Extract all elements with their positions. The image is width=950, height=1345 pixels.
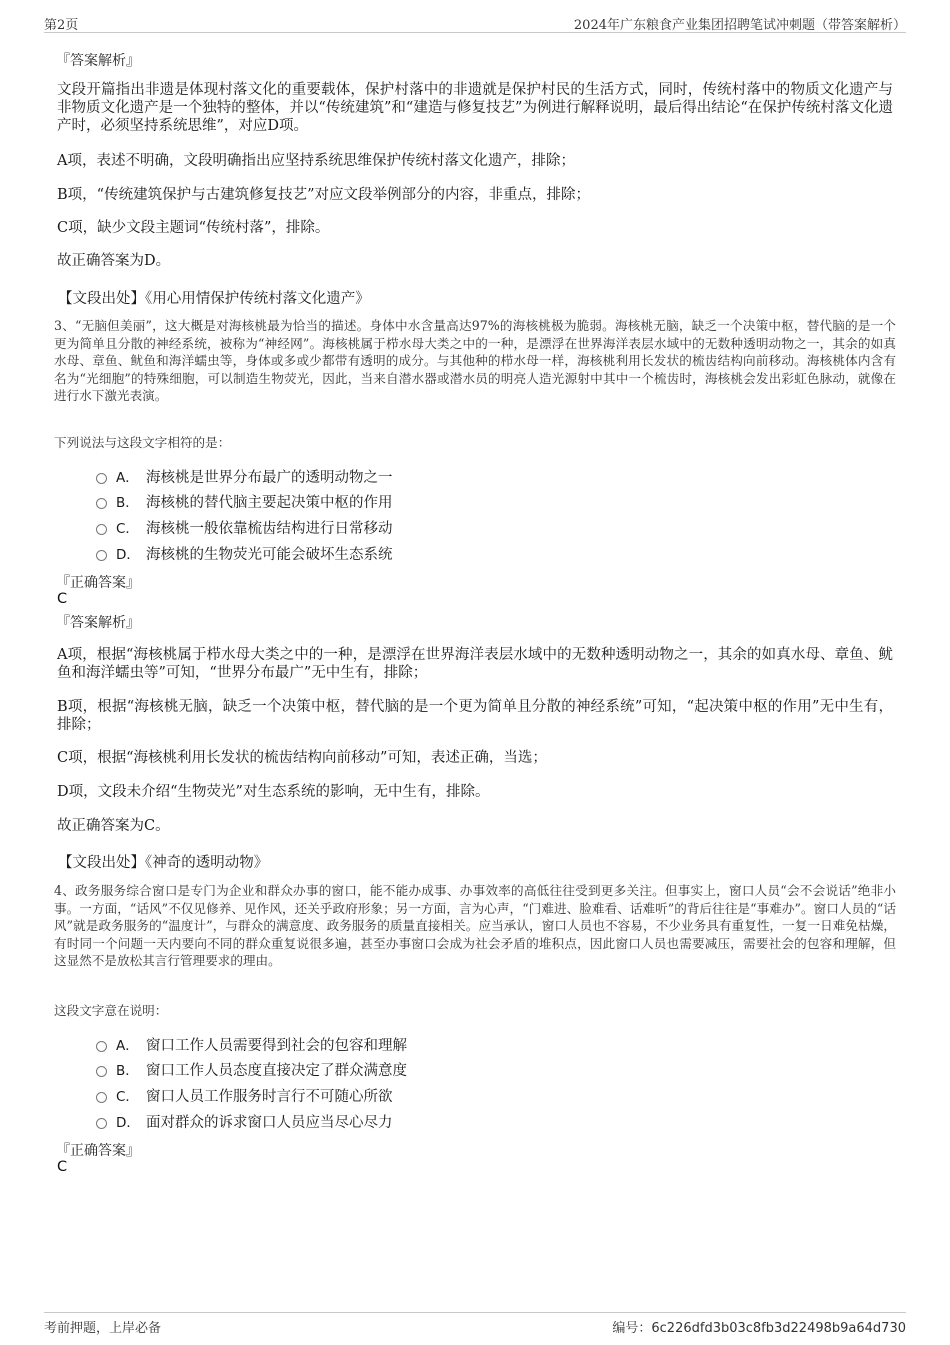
q4-option-c[interactable] (96, 1084, 393, 1106)
option-text: 海核桃一般依靠梳齿结构进行日常移动 (146, 520, 393, 537)
q3-option-a[interactable] (96, 465, 393, 487)
q4-option-d[interactable] (96, 1110, 393, 1132)
option-letter: C． (116, 1089, 139, 1105)
option-text: 海核桃是世界分布最广的透明动物之一 (146, 469, 393, 486)
footer-slogan: 考前押题，上岸必备 (44, 1321, 162, 1336)
option-text: 面对群众的诉求窗口人员应当尽心尽力 (146, 1114, 393, 1131)
page-number: 第2页 (44, 18, 79, 33)
q3-analysis-option-d: D项，文段未介绍“生物荧光”对生态系统的影响，无中生有，排除。 (57, 784, 490, 800)
q4-stem: 4、政务服务综合窗口是专门为企业和群众办事的窗口，能不能办成事、办事效率的高低往往受到更多关注。但事实上，窗口人员“会不会说话”绝非小事。一方面，“话风”不仅见修养、见作风，还关乎政府形象；另一方面，言为心声，“门难进、脸难看、话难听”的背后往往是“事难办”。窗口人员的“话风”就是政务服务的“温度计”，与群众的满意度、政务服务的质量直接相关。应当承认，窗口人员也不容易，不少业务具有重复性，一复一日难免枯燥，有时同一个问题一天内要向不同的群众重复说很多遍，甚至办事窗口会成为社会矛盾的堆积点，因此窗口人员也需要减压，需要社会的包容和理解，但这显然不是放松其言行管理要求的理由。 (54, 883, 896, 969)
q4-answer: C (57, 1159, 68, 1175)
radio-icon[interactable] (96, 498, 107, 509)
radio-icon[interactable] (96, 1118, 107, 1129)
q3-analysis-option-c: C项，根据“海核桃利用长发状的梳齿结构向前移动”可知，表述正确，当选； (57, 750, 547, 766)
option-letter: B． (116, 1063, 139, 1079)
q2-source: 【文段出处】《用心用情保护传统村落文化遗产》 (58, 291, 370, 307)
option-text: 窗口工作人员态度直接决定了群众满意度 (146, 1062, 407, 1079)
q3-conclusion: 故正确答案为C。 (57, 818, 170, 834)
document-code (612, 1317, 906, 1336)
q3-analysis-option-b: B项，根据“海核桃无脑，缺乏一个决策中枢，替代脑的是一个更为简单且分散的神经系统”可知，“起决策中枢的作用”无中生有，排除； (57, 699, 893, 733)
q4-option-b[interactable] (96, 1058, 407, 1080)
radio-icon[interactable] (96, 473, 107, 484)
page-header (44, 12, 906, 33)
option-letter: A． (116, 1038, 139, 1054)
q4-prompt: 这段文字意在说明： (54, 1003, 168, 1018)
q3-option-b[interactable] (96, 490, 393, 512)
q4-answer-label: 『正确答案』 (56, 1143, 140, 1159)
document-title: 2024年广东粮食产业集团招聘笔试冲刺题（带答案解析） (573, 18, 906, 33)
q3-source: 【文段出处】《神奇的透明动物》 (58, 855, 269, 871)
option-text: 窗口人员工作服务时言行不可随心所欲 (146, 1088, 393, 1105)
q4-option-a[interactable] (96, 1033, 407, 1055)
q2-conclusion: 故正确答案为D。 (57, 253, 171, 269)
option-letter: C． (116, 521, 139, 537)
radio-icon[interactable] (96, 1066, 107, 1077)
option-text: 窗口工作人员需要得到社会的包容和理解 (146, 1037, 407, 1054)
q2-analysis-option-c: C项，缺少文段主题词“传统村落”，排除。 (57, 220, 330, 236)
radio-icon[interactable] (96, 1041, 107, 1052)
option-letter: D． (116, 1115, 140, 1131)
q3-answer-label: 『正确答案』 (56, 575, 140, 591)
radio-icon[interactable] (96, 550, 107, 561)
radio-icon[interactable] (96, 1092, 107, 1103)
q2-analysis-option-b: B项，“传统建筑保护与古建筑修复技艺”对应文段举例部分的内容，非重点，排除； (57, 187, 590, 203)
option-text: 海核桃的替代脑主要起决策中枢的作用 (146, 494, 393, 511)
option-text: 海核桃的生物荧光可能会破坏生态系统 (146, 546, 393, 563)
q3-prompt: 下列说法与这段文字相符的是： (54, 435, 231, 450)
option-letter: B． (116, 495, 139, 511)
q3-option-c[interactable] (96, 516, 393, 538)
q3-option-d[interactable] (96, 542, 393, 564)
page-footer (44, 1312, 906, 1335)
q2-analysis-label: 『答案解析』 (56, 53, 140, 69)
q3-analysis-label: 『答案解析』 (56, 615, 140, 631)
document-code-value: 6c226dfd3b03c8fb3d22498b9a64d730 (651, 1321, 906, 1336)
q2-analysis-paragraph: 文段开篇指出非遗是体现村落文化的重要载体，保护村落中的非遗就是保护村民的生活方式，同时，传统村落中的物质文化遗产与非物质文化遗产是一个独特的整体，并以“传统建筑”和“建造与修复技艺”为例进行解释说明，最后得出结论“在保护传统村落文化遗产时，必须坚持系统思维”，对应D项。 (57, 82, 893, 134)
q3-analysis-option-a: A项，根据“海核桃属于栉水母大类之中的一种，是漂浮在世界海洋表层水域中的无数种透明动物之一，其余的如真水母、章鱼、鱿鱼和海洋蠕虫等”可知，“世界分布最广”无中生有，排除； (57, 647, 893, 681)
document-code-label: 编号： (612, 1321, 652, 1336)
option-letter: A． (116, 470, 139, 486)
q2-analysis-option-a: A项，表述不明确，文段明确指出应坚持系统思维保护传统村落文化遗产，排除； (57, 153, 575, 169)
q3-stem: 3、“无脑但美丽”，这大概是对海核桃最为恰当的描述。身体中水含量高达97%的海核桃极为脆弱。海核桃无脑，缺乏一个决策中枢，替代脑的是一个更为简单且分散的神经系统，被称为“神经网”。海核桃属于栉水母大类之中的一种，是漂浮在世界海洋表层水域中的无数种透明动物之一，其余的如真水母、章鱼、鱿鱼和海洋蠕虫等，身体或多或少都带有透明的成分。与其他种的栉水母一样，海核桃利用长发状的梳齿结构向前移动。海核桃体内含有名为“光细胞”的特殊细胞，可以制造生物荧光，因此，当来自潜水器或潜水员的明亮人造光源射中其中一个梳齿时，海核桃会发出彩虹色脉动，就像在进行水下激光表演。 (54, 318, 896, 404)
radio-icon[interactable] (96, 524, 107, 535)
option-letter: D． (116, 547, 140, 563)
q3-answer: C (57, 591, 68, 607)
